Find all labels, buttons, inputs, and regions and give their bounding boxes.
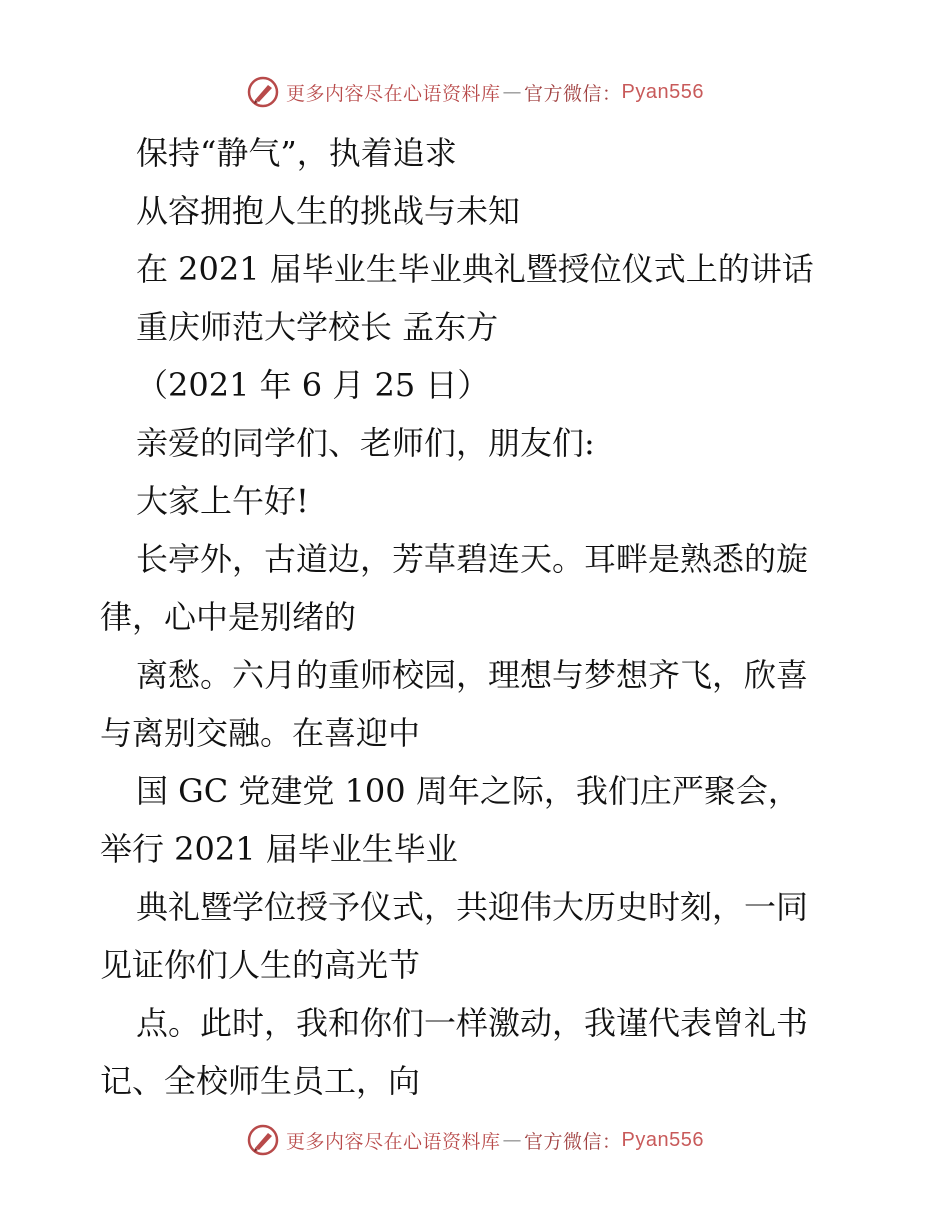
text-line: 从容拥抱人生的挑战与未知 bbox=[136, 192, 521, 230]
footer-banner bbox=[0, 1120, 950, 1160]
banner-separator: — bbox=[502, 81, 523, 103]
banner-wechat-id: Pyan556 bbox=[621, 1128, 704, 1151]
banner-wechat-label: 官方微信： bbox=[524, 82, 622, 105]
banner-separator: — bbox=[502, 1129, 523, 1151]
banner-wechat-id: Pyan556 bbox=[621, 80, 704, 103]
text-line: 保持“静气”，执着追求 bbox=[136, 134, 457, 172]
text-line: 点。此时，我和你们一样激动，我谨代表曾礼书 bbox=[136, 1004, 809, 1042]
text-line: 在 2021 届毕业生毕业典礼暨授位仪式上的讲话 bbox=[136, 250, 814, 288]
pen-logo-icon bbox=[246, 1123, 280, 1157]
banner-brand-text: 更多内容尽在心语资料库 bbox=[286, 1130, 501, 1153]
text-line: 举行 2021 届毕业生毕业 bbox=[100, 830, 458, 868]
text-line: 与离别交融。在喜迎中 bbox=[100, 714, 421, 752]
text-line: 亲爱的同学们、老师们，朋友们: bbox=[136, 424, 595, 462]
text-line: 国 GC 党建党 100 周年之际，我们庄严聚会， bbox=[136, 772, 800, 810]
text-line: 大家上午好! bbox=[136, 482, 309, 520]
text-line: （2021 年 6 月 25 日） bbox=[136, 366, 490, 404]
header-banner bbox=[0, 72, 950, 112]
text-line: 见证你们人生的高光节 bbox=[100, 946, 421, 984]
document-body bbox=[100, 124, 860, 1110]
banner-wechat-label: 官方微信： bbox=[524, 1130, 622, 1153]
text-line: 律，心中是别绪的 bbox=[100, 598, 357, 636]
text-line: 长亭外，古道边，芳草碧连天。耳畔是熟悉的旋 bbox=[136, 540, 809, 578]
pen-logo-icon bbox=[246, 75, 280, 109]
text-line: 重庆师范大学校长 孟东方 bbox=[136, 308, 499, 346]
text-line: 典礼暨学位授予仪式，共迎伟大历史时刻，一同 bbox=[136, 888, 809, 926]
text-line: 记、全校师生员工，向 bbox=[100, 1062, 421, 1100]
text-line: 离愁。六月的重师校园，理想与梦想齐飞，欣喜 bbox=[136, 656, 809, 694]
banner-brand-text: 更多内容尽在心语资料库 bbox=[286, 82, 501, 105]
